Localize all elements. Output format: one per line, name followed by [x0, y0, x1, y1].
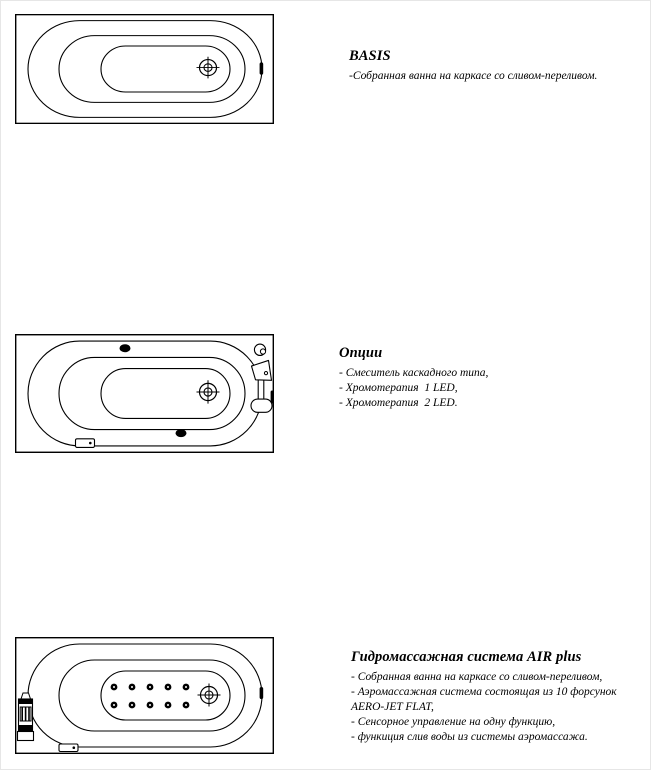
section-title-options: Опции: [339, 345, 383, 361]
section-options-text: [339, 345, 629, 411]
control-panel: [76, 439, 95, 448]
spec-line: - Сенсорное управление на одну функцию,: [351, 716, 556, 728]
bathtub-top-view-drawing: [15, 14, 274, 124]
overflow-mark: [260, 62, 264, 74]
spec-line: -Собранная ванна на каркасе со сливом-переливом.: [349, 70, 598, 82]
overflow-mark: [260, 687, 264, 699]
spec-line: - Собранная ванна на каркасе со сливом-переливом,: [351, 671, 603, 683]
bathtub-top-view-drawing: [15, 637, 274, 754]
spec-line: - Аэромассажная система состоящая из 10 форсунок AERO-JET FLAT,: [351, 686, 620, 713]
spec-line: - Смеситель каскадного типа,: [339, 367, 489, 379]
spec-line: - функиция слив воды из системы аэромассажа.: [351, 731, 588, 743]
section-title-air-plus: Гидромассажная система AIR plus: [351, 649, 582, 665]
tub-bottom: [101, 46, 230, 92]
spec-line: - Хромотерапия 2 LED.: [339, 397, 458, 409]
tub-bottom: [101, 369, 230, 419]
bathtub-diagram-options: [15, 334, 274, 453]
section-air-plus-text: [351, 649, 651, 745]
bathtub-diagram-basis: [15, 14, 274, 124]
bathtub-top-view-drawing: [15, 334, 274, 453]
air-compressor: [18, 693, 34, 741]
chromotherapy-led-top: [120, 344, 131, 352]
section-basis-text: [349, 48, 639, 84]
section-title-basis: BASIS: [349, 48, 391, 64]
chromotherapy-led-bottom: [176, 429, 187, 437]
mixer-outlet: [251, 399, 272, 412]
bathtub-diagram-air-plus: [15, 637, 274, 754]
overflow-mark: [271, 390, 274, 403]
spec-line: - Хромотерапия 1 LED,: [339, 382, 458, 394]
control-panel: [59, 744, 78, 752]
